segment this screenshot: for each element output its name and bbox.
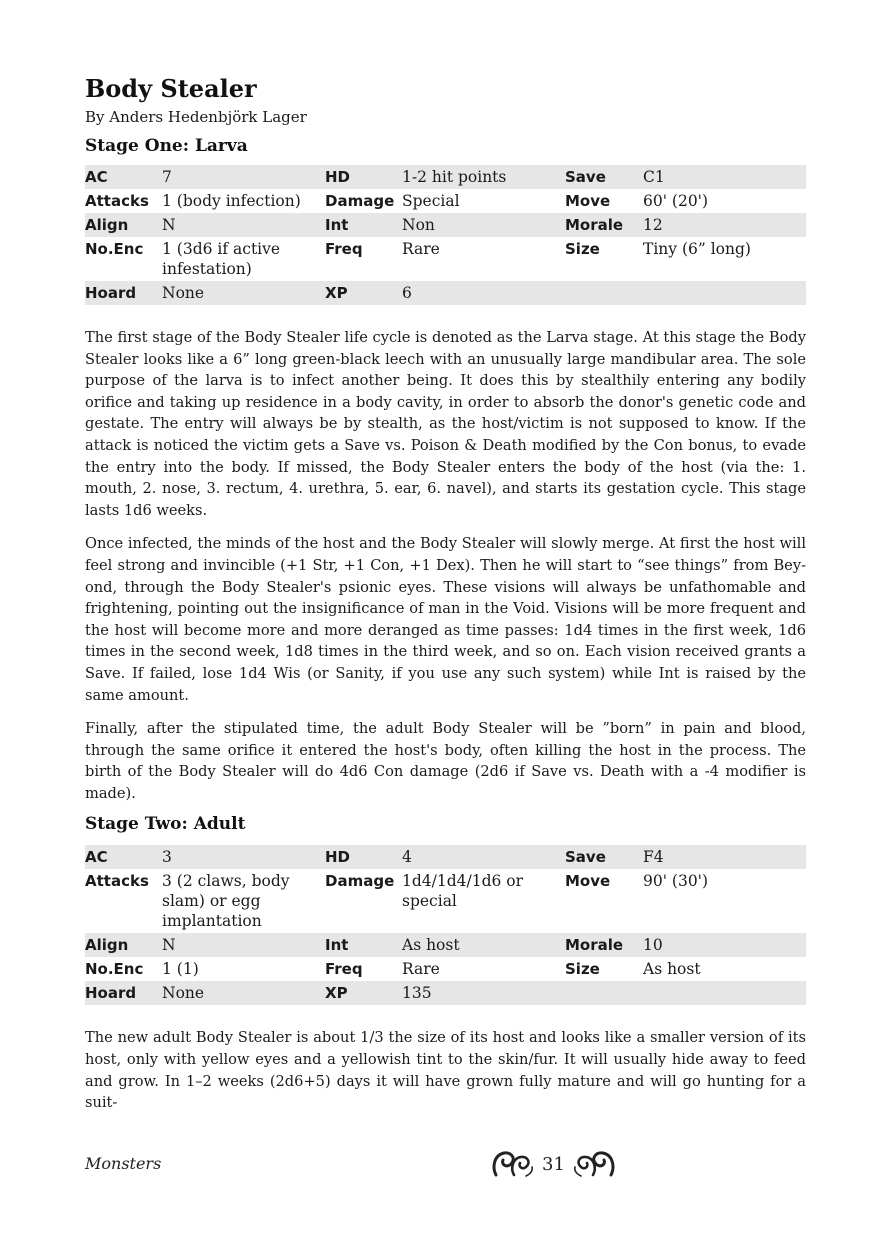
stat-value (643, 981, 806, 1005)
stat-row (85, 237, 806, 281)
stat-value: 1 (body infection) (162, 192, 301, 210)
stat-label: Align (85, 933, 162, 957)
stat-value: N (162, 213, 325, 237)
stat-value: None (162, 981, 325, 1005)
left-ornament-icon (492, 1149, 536, 1179)
stage-one-heading: Stage One: Larva (85, 136, 248, 156)
stat-label: Freq (325, 960, 363, 979)
page-title: Body Stealer (85, 74, 257, 103)
stat-label: Damage (325, 872, 395, 891)
page-number: 31 (542, 1153, 565, 1175)
stat-label: Size (565, 960, 600, 979)
stat-value: 1 (3d6 if active infestation) (162, 240, 281, 278)
stat-label: Save (565, 845, 643, 869)
stat-label: XP (325, 981, 402, 1005)
stage-two-stat-table (85, 845, 806, 1005)
stat-label: Morale (565, 933, 643, 957)
stat-row (85, 957, 806, 981)
stat-label: Morale (565, 213, 643, 237)
stat-label: No.Enc (85, 240, 144, 258)
stat-label: Move (565, 192, 611, 210)
stat-row (85, 933, 806, 957)
stat-value: 12 (643, 213, 806, 237)
stat-label: AC (85, 165, 162, 189)
stat-label: Attacks (85, 872, 149, 891)
stat-value: Non (402, 213, 565, 237)
stat-value: Tiny (6” long) (643, 240, 751, 258)
page-content (85, 72, 806, 1114)
stat-label: Move (565, 872, 611, 891)
stat-value: 60' (20') (643, 192, 708, 210)
stat-value: 1d4/1d4/1d6 or special (402, 872, 524, 911)
stat-value: As host (402, 933, 565, 957)
stat-value: F4 (643, 845, 806, 869)
footer-section-name: Monsters (85, 1154, 162, 1173)
footer-page-number-block (492, 1148, 615, 1180)
stat-label: Hoard (85, 981, 162, 1005)
stat-row (85, 213, 806, 237)
stat-label: Attacks (85, 192, 149, 210)
stat-label: Size (565, 240, 600, 258)
stat-label: Save (565, 165, 643, 189)
stat-value: N (162, 933, 325, 957)
stat-label: HD (325, 845, 402, 869)
stat-label (565, 981, 643, 1005)
stat-row (85, 845, 806, 869)
stat-label: XP (325, 281, 402, 305)
stat-value: 135 (402, 981, 565, 1005)
stage-one-stat-table (85, 165, 806, 305)
stat-label: Int (325, 213, 402, 237)
stat-label (565, 281, 643, 305)
stat-label: Damage (325, 192, 395, 210)
stat-row (85, 165, 806, 189)
stat-value: As host (643, 960, 701, 979)
stat-value: 1 (1) (162, 960, 199, 979)
stat-label: No.Enc (85, 960, 144, 979)
paragraph: Finally, after the stipulated time, the adult Body Stealer will be ”born” in pain and blood, through the same orifice it entered the host's body, often killing the host in the process. The birth of the Body Stealer will do 4d6 Con damage (2d6 if Save vs. Death with a -4 modifier is made). (85, 720, 806, 802)
paragraph: The first stage of the Body Stealer life cycle is denoted as the Larva stage. At this stage the Body Stealer looks like a 6” long green-black leech with an unusually large mandibular area. The sole purpose of the larva is to infect another being. It does this by stealthily entering any bodily orifice and taking up residence in a body cavity, in order to absorb the donor's genetic code and gestate. The entry will always be by stealth, as the host/victim is not supposed to know. If the attack is noticed the victim gets a Save vs. Poison & Death modified by the Con bonus, to evade the entry into the body. If missed, the Body Stealer enters the body of the host (via the: 1. mouth, 2. nose, 3. rectum, 4. urethra, 5. ear, 6. navel), and starts its gestation cycle. This stage lasts 1d6 weeks. (85, 329, 806, 519)
stat-value: 10 (643, 933, 806, 957)
stat-row (85, 281, 806, 305)
stat-label: AC (85, 845, 162, 869)
stat-row (85, 189, 806, 213)
stat-value: 7 (162, 165, 325, 189)
stage-two-heading: Stage Two: Adult (85, 814, 246, 835)
stat-value: Rare (402, 960, 440, 979)
stat-label: HD (325, 165, 402, 189)
stat-value: 90' (30') (643, 872, 708, 891)
stat-value: Special (402, 192, 460, 210)
stat-label: Hoard (85, 281, 162, 305)
stat-value: 3 (2 claws, body slam) or egg implantation (162, 872, 290, 931)
stat-value: 3 (162, 845, 325, 869)
stat-value: C1 (643, 165, 806, 189)
stat-value: None (162, 281, 325, 305)
paragraph: Once infected, the minds of the host and the Body Stealer will slowly merge. At first the host will feel strong and invincible (+1 Str, +1 Con, +1 Dex). Then he will start to “see things” from Beyond, through the Body Stealer's psionic eyes. These visions will always be unfathomable and frightening, pointing out the insignificance of man in the Void. Visions will be more frequent and the host will become more and more deranged as time passes: 1d4 times in the first week, 1d6 times in the second week, 1d8 times in the third week, and so on. Each vision received grants a Save. If failed, lose 1d4 Wis (or Sanity, if you use any such system) while Int is raised by the same amount. (85, 535, 806, 704)
stat-value: 1-2 hit points (402, 165, 565, 189)
stat-label: Int (325, 933, 402, 957)
byline: By Anders Hedenbjörk Lager (85, 108, 307, 126)
stat-value (643, 281, 806, 305)
paragraph: The new adult Body Stealer is about 1/3 the size of its host and looks like a smaller version of its host, only with yellow eyes and a yellowish tint to the skin/fur. It will usually hide away to feed and grow. In 1–2 weeks (2d6+5) days it will have grown fully mature and will go hunting for a suit- (85, 1029, 806, 1112)
stat-value: 4 (402, 845, 565, 869)
right-ornament-icon (571, 1149, 615, 1179)
stat-label: Freq (325, 240, 363, 258)
stat-label: Align (85, 213, 162, 237)
stat-row (85, 981, 806, 1005)
stat-value: 6 (402, 281, 565, 305)
stat-value: Rare (402, 240, 440, 258)
stat-row (85, 869, 806, 933)
